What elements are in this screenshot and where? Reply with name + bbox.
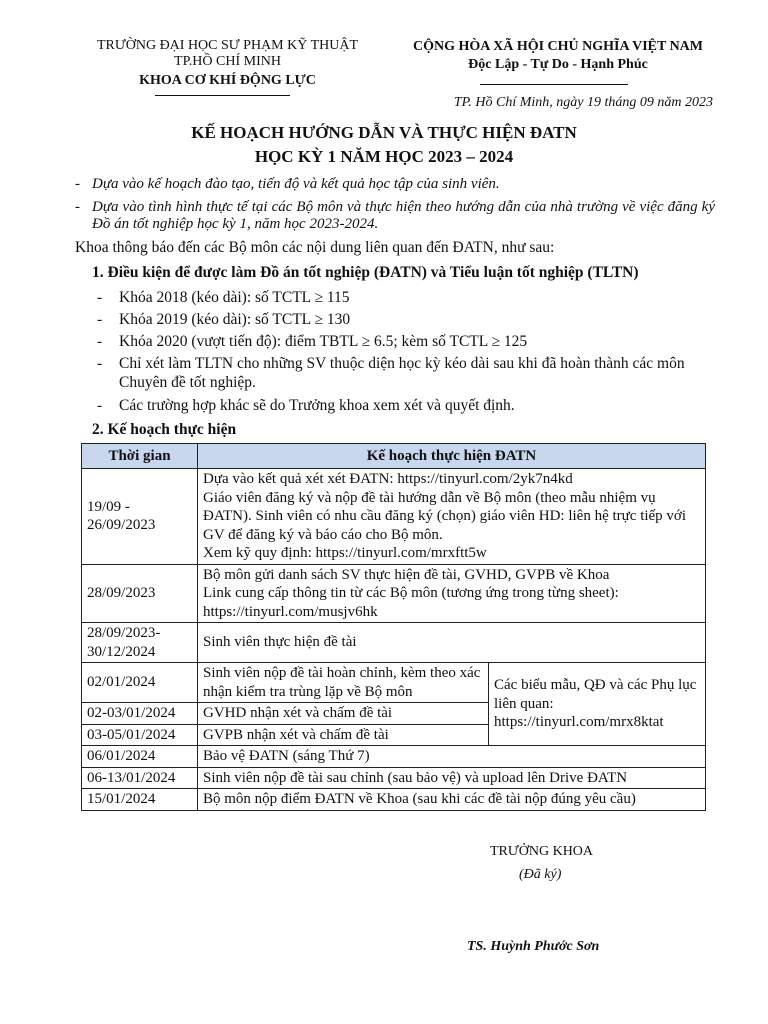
plan-cell: [198, 564, 706, 623]
table-row: [82, 623, 706, 663]
table-header-row: [82, 444, 706, 469]
time-cell: 06-13/01/2024: [82, 767, 198, 789]
plan-cell: Sinh viên nộp đề tài sau chỉnh (sau bảo vệ) và upload lên Drive ĐATN: [198, 767, 706, 789]
condition-text: Chỉ xét làm TLTN cho những SV thuộc diện học kỳ kéo dài sau khi đã hoàn thành các môn Chuyên đề tốt nghiệp.: [119, 355, 685, 391]
plan-cell: GVHD nhận xét và chấm đề tài: [198, 703, 489, 725]
motto: Độc Lập - Tự Do - Hạnh Phúc: [468, 57, 648, 72]
column-header-plan: Kế hoạch thực hiện ĐATN: [198, 444, 706, 469]
table-row: [82, 663, 706, 703]
basis-item: [75, 199, 715, 233]
condition-dash: -: [97, 355, 103, 372]
document-date: TP. Hồ Chí Minh, ngày 19 tháng 09 năm 2023: [453, 95, 713, 110]
plan-line: Bộ môn gửi danh sách SV thực hiện đề tài, GVHD, GVPB về Khoa: [203, 566, 610, 583]
column-header-time: Thời gian: [82, 444, 198, 469]
time-cell: 02/01/2024: [82, 663, 198, 703]
condition-text: Khóa 2020 (vượt tiến độ): điểm TBTL ≥ 6.5; kèm số TCTL ≥ 125: [119, 333, 528, 350]
university-name: TRƯỜNG ĐẠI HỌC SƯ PHẠM KỸ THUẬT: [96, 38, 359, 53]
table-row: [82, 469, 706, 565]
faculty-underline: [155, 95, 290, 96]
condition-text: Các trường hợp khác sẽ do Trưởng khoa xem xét và quyết định.: [119, 397, 515, 414]
motto-underline: [480, 84, 628, 85]
plan-cell: Bảo vệ ĐATN (sáng Thứ 7): [198, 746, 706, 768]
time-cell: 28/09/2023- 30/12/2024: [82, 623, 198, 663]
time-cell: 19/09 - 26/09/2023: [82, 469, 198, 565]
signer-name: TS. Huỳnh Phước Sơn: [467, 939, 600, 954]
condition-dash: -: [97, 289, 103, 306]
institution-block: [75, 38, 380, 89]
plan-cell: Bộ môn nộp điểm ĐATN về Khoa (sau khi các đề tài nộp đúng yêu cầu): [198, 789, 706, 811]
condition-dash: -: [97, 397, 103, 414]
time-cell: 03-05/01/2024: [82, 724, 198, 746]
national-motto-block: [388, 38, 728, 74]
condition-dash: -: [97, 333, 103, 350]
basis-text: Dựa vào kế hoạch đào tạo, tiến độ và kết quả học tập của sinh viên.: [92, 176, 500, 192]
basis-dash: -: [75, 176, 80, 192]
basis-dash: -: [75, 199, 80, 215]
time-cell: 02-03/01/2024: [82, 703, 198, 725]
plan-cell: [198, 469, 706, 565]
plan-cell: GVPB nhận xét và chấm đề tài: [198, 724, 489, 746]
condition-text: Khóa 2019 (kéo dài): số TCTL ≥ 130: [119, 311, 351, 328]
plan-cell: Sinh viên thực hiện đề tài: [198, 623, 706, 663]
plan-line: Xem kỹ quy định: https://tinyurl.com/mrxftt5w: [203, 545, 487, 561]
time-cell: 06/01/2024: [82, 746, 198, 768]
section1-heading: 1. Điều kiện để được làm Đồ án tốt nghiệp (ĐATN) và Tiểu luận tốt nghiệp (TLTN): [92, 264, 639, 281]
table-row: [82, 564, 706, 623]
signer-role: TRƯỞNG KHOA: [490, 844, 594, 859]
plan-table: [81, 443, 706, 811]
faculty-name: KHOA CƠ KHÍ ĐỘNG LỰC: [139, 73, 316, 88]
forms-note-cell: Các biểu mẫu, QĐ và các Phụ lục liên quan: https://tinyurl.com/mrx8ktat: [489, 663, 706, 746]
table-row: [82, 789, 706, 811]
section2-heading: 2. Kế hoạch thực hiện: [92, 421, 237, 438]
time-cell: 15/01/2024: [82, 789, 198, 811]
condition-text: Khóa 2018 (kéo dài): số TCTL ≥ 115: [119, 289, 350, 306]
signed-note: (Đã ký): [519, 867, 562, 882]
condition-dash: -: [97, 311, 103, 328]
plan-line: Link cung cấp thông tin từ các Bộ môn (tương ứng trong từng sheet): https://tinyurl.com/musjv6hk: [203, 585, 619, 620]
basis-text: Dựa vào tình hình thực tế tại các Bộ môn và thực hiện theo hướng dẫn của nhà trường về việc đăng ký Đồ án tốt nghiệp học kỳ 1, năm học 2023-2024.: [92, 199, 715, 232]
plan-line: Dựa vào kết quả xét xét ĐATN: https://tinyurl.com/2yk7n4kd: [203, 471, 573, 487]
document-subtitle: HỌC KỲ 1 NĂM HỌC 2023 – 2024: [254, 147, 514, 166]
university-city: TP.HỒ CHÍ MINH: [174, 54, 281, 69]
plan-cell: Sinh viên nộp đề tài hoàn chỉnh, kèm theo xác nhận kiểm tra trùng lặp về Bộ môn: [198, 663, 489, 703]
table-row: [82, 746, 706, 768]
document-title: KẾ HOẠCH HƯỚNG DẪN VÀ THỰC HIỆN ĐATN: [191, 123, 577, 142]
time-cell: 28/09/2023: [82, 564, 198, 623]
plan-line: Giáo viên đăng ký và nộp đề tài hướng dẫn về Bộ môn (theo mẫu nhiệm vụ ĐATN). Sinh viên có nhu cầu đăng ký (chọn) giáo viên HD: liên hệ trực tiếp với GV để đăng ký và báo cáo cho Bộ môn.: [203, 489, 687, 543]
country-name: CỘNG HÒA XÃ HỘI CHỦ NGHĨA VIỆT NAM: [412, 39, 703, 54]
table-row: [82, 767, 706, 789]
basis-item: [75, 176, 715, 193]
intro-text: Khoa thông báo đến các Bộ môn các nội dung liên quan đến ĐATN, như sau:: [75, 239, 555, 256]
